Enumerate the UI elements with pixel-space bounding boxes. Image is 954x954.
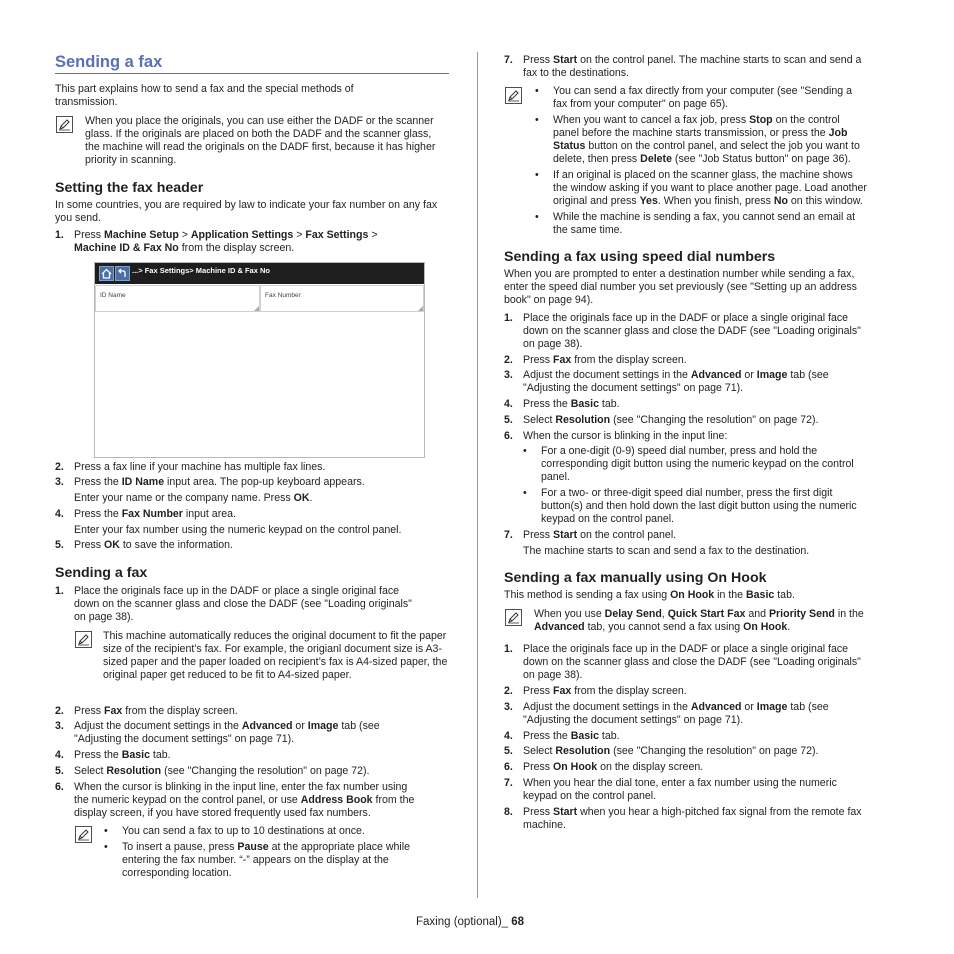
- home-icon: [99, 266, 114, 281]
- speed-step-5: 5. Select Resolution (see "Changing the resolution" on page 72).: [504, 414, 819, 426]
- hook-step-7: 7. When you hear the dial tone, enter a fax number using the numeric keypad on the control panel.: [504, 777, 837, 802]
- note-bullet: • While the machine is sending a fax, you cannot send an email at the same time.: [535, 211, 856, 236]
- step-text: Press Machine Setup > Application Settings > Fax Settings > Machine ID & Fax No from the display screen.: [74, 229, 378, 254]
- note-pencil-icon: [75, 631, 92, 648]
- step-5: 5. Press OK to save the information.: [55, 539, 233, 551]
- note-bullet: • To insert a pause, press Pause at the appropriate place while entering the fax number. “-” appears on the display at the corresponding location.: [104, 841, 410, 879]
- section-intro: When you are prompted to enter a destination number while sending a fax, enter the speed dial number you set previously (see "Setting up an address book" on page 94).: [504, 268, 857, 306]
- hook-step-4: 4. Press the Basic tab.: [504, 730, 620, 742]
- section-heading-fax-header: Setting the fax header: [55, 180, 204, 196]
- fax-number-field: Fax Number: [260, 285, 424, 312]
- title-rule: [55, 73, 449, 74]
- note-pencil-icon: [505, 87, 522, 104]
- page-footer: [416, 915, 524, 929]
- page-title: Sending a fax: [55, 53, 163, 71]
- step-4-sub: Enter your fax number using the numeric keypad on the control panel.: [74, 524, 402, 536]
- list-bullet: • For a two- or three-digit speed dial number, press the first digit button(s) and then hold down the last digit button using the numeric keypad on the control panel.: [523, 487, 857, 525]
- speed-step-4: 4. Press the Basic tab.: [504, 398, 620, 410]
- note-pencil-icon: [75, 826, 92, 843]
- step-3-sub: Enter your name or the company name. Press OK.: [74, 492, 313, 504]
- hook-step-3: 3. Adjust the document settings in the Advanced or Image tab (see "Adjusting the document settings" on page 71).: [504, 701, 829, 726]
- send-step-2: 2. Press Fax from the display screen.: [55, 705, 238, 717]
- note-text: When you place the originals, you can use either the DADF or the scanner glass. If the originals are placed on both the DADF and the scanner glass, the machine will read the originals on the DADF first, because it has higher priority in scanning.: [85, 115, 436, 166]
- intro-text: This part explains how to send a fax and the special methods of transmission.: [55, 83, 354, 108]
- send-step-3: 3. Adjust the document settings in the Advanced or Image tab (see "Adjusting the document settings" on page 71).: [55, 720, 380, 745]
- section-heading-speed-dial: Sending a fax using speed dial numbers: [504, 249, 776, 265]
- screen-title-bar: [95, 263, 424, 284]
- section-heading-sending-fax: Sending a fax: [55, 565, 148, 581]
- section-intro: In some countries, you are required by law to indicate your fax number on any fax you send.: [55, 199, 438, 224]
- note-bullet: • You can send a fax to up to 10 destinations at once.: [104, 825, 365, 837]
- step-number: 1.: [55, 229, 64, 241]
- speed-step-6: 6. When the cursor is blinking in the input line:: [504, 430, 728, 442]
- note-text: When you use Delay Send, Quick Start Fax and Priority Send in the Advanced tab, you cannot send a fax using On Hook.: [534, 608, 864, 633]
- step-3: 3. Press the ID Name input area. The pop-up keyboard appears.: [55, 476, 365, 488]
- step-1: [55, 229, 450, 255]
- id-name-field: ID Name: [95, 285, 260, 312]
- speed-step-7-sub: The machine starts to scan and send a fax to the destination.: [523, 545, 810, 557]
- send-step-4: 4. Press the Basic tab.: [55, 749, 171, 761]
- screen-title: ...> Fax Settings> Machine ID & Fax No: [132, 266, 270, 275]
- page-number: 68: [511, 916, 525, 928]
- note-pencil-icon: [56, 116, 73, 133]
- note-text: This machine automatically reduces the original document to fit the paper size of the recipient’s fax. For example, the origianl document size is A3-sized paper and the paper loaded on recipient’s fax is A4-sized paper, the original paper get reduced to be fit to A4-sized paper.: [103, 630, 448, 681]
- display-screen-image: [94, 262, 425, 458]
- list-bullet: • For a one-digit (0-9) speed dial number, press and hold the corresponding digit button using the numeric keypad on the control panel.: [523, 445, 854, 483]
- speed-step-2: 2. Press Fax from the display screen.: [504, 354, 687, 366]
- step-2: 2. Press a fax line if your machine has multiple fax lines.: [55, 461, 326, 473]
- section-heading-on-hook: Sending a fax manually using On Hook: [504, 570, 767, 586]
- hook-step-5: 5. Select Resolution (see "Changing the resolution" on page 72).: [504, 745, 819, 757]
- hook-step-8: 8. Press Start when you hear a high-pitched fax signal from the remote fax machine.: [504, 806, 862, 831]
- hook-step-1: 1. Place the originals face up in the DADF or place a single original face down on the scanner glass and close the DADF (see "Loading originals" on page 38).: [504, 643, 861, 681]
- step-4: 4. Press the Fax Number input area.: [55, 508, 236, 520]
- speed-step-3: 3. Adjust the document settings in the Advanced or Image tab (see "Adjusting the document settings" on page 71).: [504, 369, 829, 394]
- send-step-6: 6. When the cursor is blinking in the input line, enter the fax number using the numeric keypad on the control panel, or use Address Book from the display screen, if you have stored frequently used fax numbers.: [55, 781, 415, 819]
- section-intro: This method is sending a fax using On Hook in the Basic tab.: [504, 589, 795, 601]
- footer-label: Faxing (optional)_: [416, 916, 512, 928]
- note-bullet: • You can send a fax directly from your computer (see "Sending a fax from your computer" on page 65).: [535, 85, 852, 110]
- note-bullet: • When you want to cancel a fax job, press Stop on the control panel before the machine starts transmission, or press the Job Status button on the control panel, and select the job you want to delete, then press Delete (see "Job Status button" on page 36).: [535, 114, 860, 165]
- speed-step-7: 7. Press Start on the control panel.: [504, 529, 677, 541]
- back-icon: [115, 266, 130, 281]
- speed-step-1: 1. Place the originals face up in the DADF or place a single original face down on the scanner glass and close the DADF (see "Loading originals" on page 38).: [504, 312, 861, 350]
- column-divider: [477, 52, 478, 898]
- send-step-1: 1. Place the originals face up in the DADF or place a single original face down on the scanner glass and close the DADF (see "Loading originals" on page 38).: [55, 585, 412, 623]
- send-step-5: 5. Select Resolution (see "Changing the resolution" on page 72).: [55, 765, 370, 777]
- note-pencil-icon: [505, 609, 522, 626]
- note-bullet: • If an original is placed on the scanner glass, the machine shows the window asking if you want to place another page. Load another original and press Yes. When you finish, press No on this window.: [535, 169, 867, 207]
- send-step-7: 7. Press Start on the control panel. The machine starts to scan and send a fax to the destinations.: [504, 54, 862, 79]
- hook-step-2: 2. Press Fax from the display screen.: [504, 685, 687, 697]
- hook-step-6: 6. Press On Hook on the display screen.: [504, 761, 704, 773]
